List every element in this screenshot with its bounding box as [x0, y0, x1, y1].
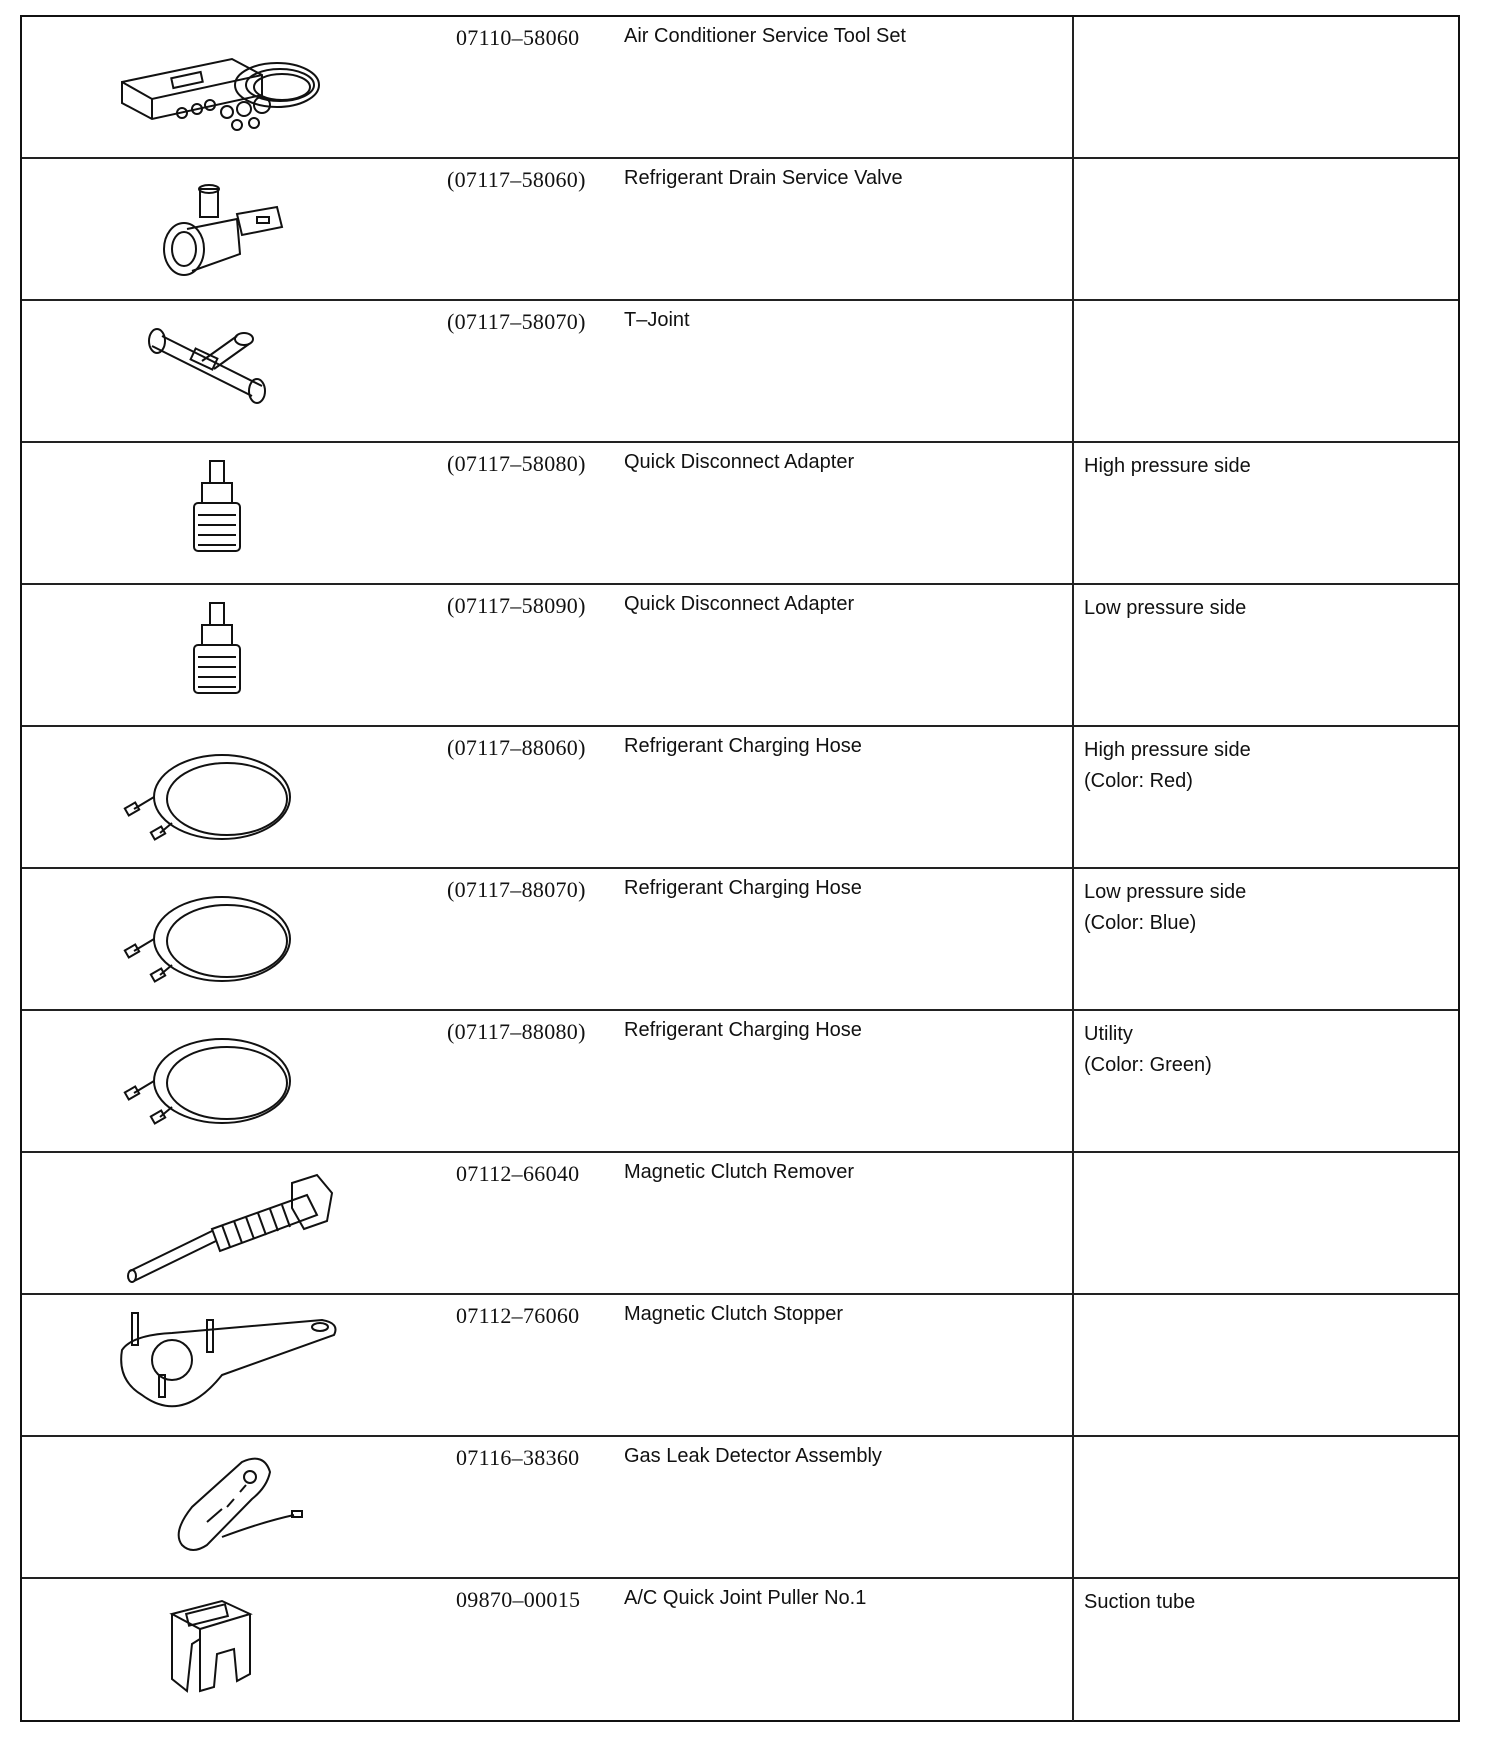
tool-row-11 — [22, 1437, 1458, 1579]
tool-note — [1074, 1579, 1458, 1721]
note-line: Low pressure side — [1084, 881, 1247, 903]
t-joint-icon — [22, 301, 442, 441]
part-number: (07117–58090) — [447, 593, 586, 618]
tool-row-5 — [22, 585, 1458, 727]
tool-name: T–Joint — [622, 301, 1074, 441]
tool-note — [1074, 443, 1458, 583]
tool-row-3 — [22, 301, 1458, 443]
clutch-remover-bolt-icon — [22, 1153, 442, 1293]
part-number: (07117–88060) — [447, 735, 586, 760]
tool-illustration-cell — [22, 1579, 442, 1721]
quick-adapter-icon — [22, 585, 442, 725]
tool-note — [1074, 1295, 1458, 1435]
part-number: 07110–58060 — [456, 25, 580, 50]
tool-name: Magnetic Clutch Remover — [622, 1153, 1074, 1293]
part-number: 09870–00015 — [456, 1587, 581, 1612]
drain-valve-icon — [22, 159, 442, 299]
tool-name: Gas Leak Detector Assembly — [622, 1437, 1074, 1577]
special-service-tools-table — [20, 15, 1460, 1722]
quick-adapter-icon — [22, 443, 442, 583]
tool-name: Magnetic Clutch Stopper — [622, 1295, 1074, 1435]
tool-note — [1074, 869, 1458, 1009]
tool-note — [1074, 1011, 1458, 1151]
tool-name: Refrigerant Drain Service Valve — [622, 159, 1074, 299]
part-number: (07117–58080) — [447, 451, 586, 476]
tool-row-6 — [22, 727, 1458, 869]
tool-illustration-cell — [22, 443, 442, 583]
tool-note — [1074, 585, 1458, 725]
tool-illustration-cell — [22, 727, 442, 867]
tool-name: Refrigerant Charging Hose — [622, 727, 1074, 867]
tool-row-10 — [22, 1295, 1458, 1437]
tool-set-case-icon — [22, 17, 442, 157]
part-number: (07117–58070) — [447, 309, 586, 334]
tool-row-7 — [22, 869, 1458, 1011]
tool-row-2 — [22, 159, 1458, 301]
note-line: High pressure side — [1084, 455, 1251, 477]
charging-hose-icon — [22, 727, 442, 867]
tool-name: A/C Quick Joint Puller No.1 — [622, 1579, 1074, 1721]
tool-illustration-cell — [22, 1437, 442, 1577]
part-number: (07117–88080) — [447, 1019, 586, 1044]
tool-row-12 — [22, 1579, 1458, 1721]
part-number: (07117–58060) — [447, 167, 586, 192]
part-number: 07116–38360 — [456, 1445, 580, 1470]
charging-hose-icon — [22, 1011, 442, 1151]
gas-leak-detector-icon — [22, 1437, 442, 1577]
tool-note — [1074, 727, 1458, 867]
part-number: 07112–66040 — [456, 1161, 580, 1186]
tool-note — [1074, 159, 1458, 299]
note-line: (Color: Green) — [1084, 1054, 1212, 1076]
part-number: 07112–76060 — [456, 1303, 580, 1328]
tool-illustration-cell — [22, 1295, 442, 1435]
clutch-stopper-wrench-icon — [22, 1295, 442, 1435]
part-number: (07117–88070) — [447, 877, 586, 902]
tool-row-4 — [22, 443, 1458, 585]
tool-note — [1074, 1437, 1458, 1577]
tool-row-8 — [22, 1011, 1458, 1153]
tool-name: Quick Disconnect Adapter — [622, 585, 1074, 725]
tool-name: Refrigerant Charging Hose — [622, 1011, 1074, 1151]
tool-illustration-cell — [22, 301, 442, 441]
tool-illustration-cell — [22, 17, 442, 157]
tool-name: Air Conditioner Service Tool Set — [622, 17, 1074, 157]
tool-row-1 — [22, 17, 1458, 159]
tool-note — [1074, 17, 1458, 157]
quick-joint-puller-icon — [22, 1579, 442, 1719]
note-line: Low pressure side — [1084, 597, 1247, 619]
tool-illustration-cell — [22, 1011, 442, 1151]
note-line: (Color: Blue) — [1084, 912, 1197, 934]
note-line: Suction tube — [1084, 1591, 1196, 1613]
tool-illustration-cell — [22, 869, 442, 1009]
tool-name: Quick Disconnect Adapter — [622, 443, 1074, 583]
tool-note — [1074, 1153, 1458, 1293]
tool-illustration-cell — [22, 1153, 442, 1293]
tool-illustration-cell — [22, 585, 442, 725]
charging-hose-icon — [22, 869, 442, 1009]
tool-row-9 — [22, 1153, 1458, 1295]
note-line: Utility — [1084, 1023, 1133, 1045]
note-line: (Color: Red) — [1084, 770, 1193, 792]
tool-illustration-cell — [22, 159, 442, 299]
tool-note — [1074, 301, 1458, 441]
tool-name: Refrigerant Charging Hose — [622, 869, 1074, 1009]
note-line: High pressure side — [1084, 739, 1251, 761]
